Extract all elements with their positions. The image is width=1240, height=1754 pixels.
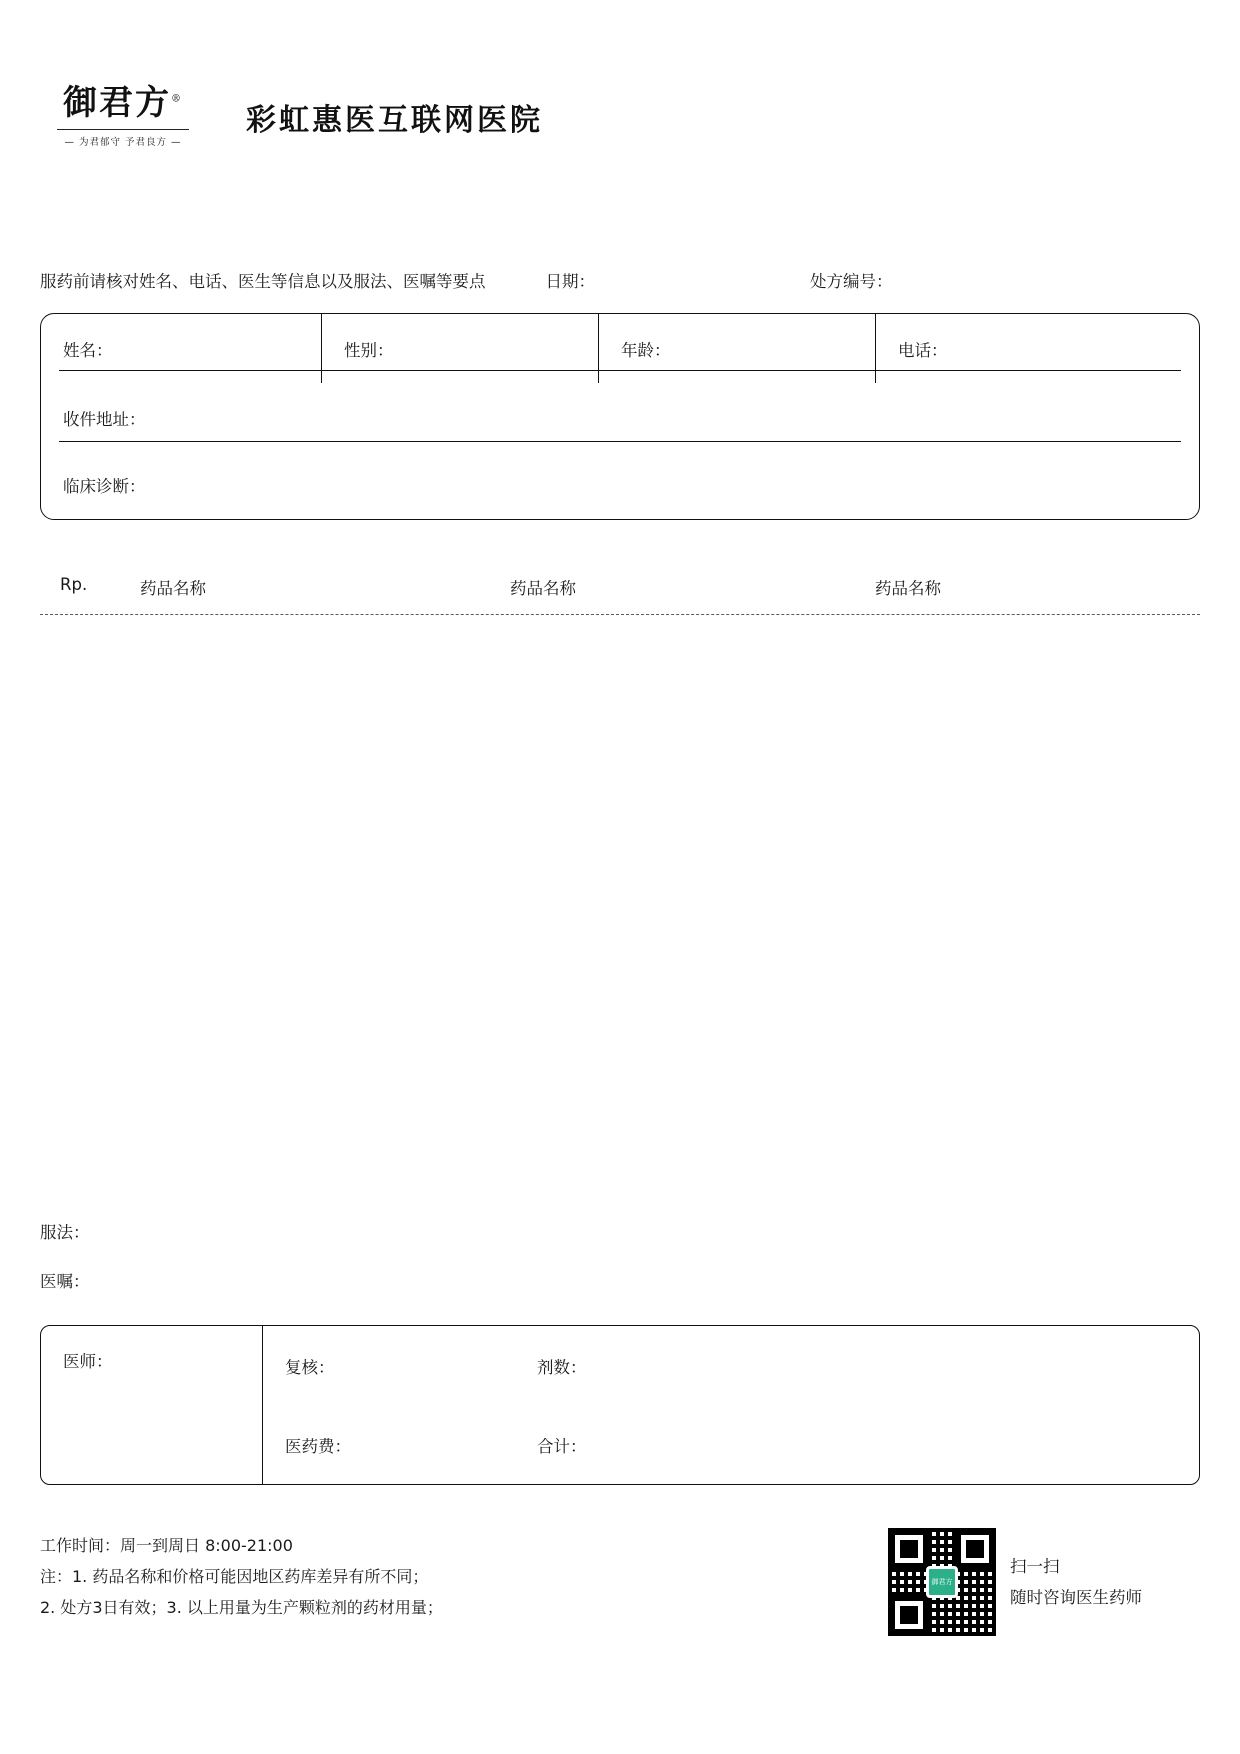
rp-label: Rp. xyxy=(60,575,88,594)
signature-box xyxy=(40,1325,1200,1485)
date-label: 日期： xyxy=(545,272,595,291)
qr-code-icon[interactable] xyxy=(888,1528,996,1636)
notice-text: 服药前请核对姓名、电话、医生等信息以及服法、医嘱等要点 xyxy=(40,272,486,291)
patient-address-label: 收件地址： xyxy=(63,409,146,429)
usage-field[interactable] xyxy=(40,1219,90,1243)
signature-row-bottom xyxy=(263,1405,1199,1484)
prescription-number-label: 处方编号： xyxy=(810,272,893,291)
medicine-fee-field[interactable] xyxy=(263,1433,535,1457)
logo-slogan: — 为君郁守 予君良方 — xyxy=(64,137,182,149)
qr-caption-line-1: 扫一扫 xyxy=(1010,1556,1060,1576)
medicine-fee-label: 医药费： xyxy=(285,1436,351,1456)
clinical-diagnosis-label: 临床诊断： xyxy=(63,477,146,496)
medical-advice-label: 医嘱： xyxy=(40,1272,90,1291)
recheck-label: 复核： xyxy=(285,1357,335,1377)
qr-center-logo: 御君方 xyxy=(926,1566,958,1598)
qr-section xyxy=(888,1528,1142,1636)
patient-name-label: 姓名： xyxy=(63,340,113,360)
dose-count-field[interactable] xyxy=(535,1354,1199,1378)
drug-name-column-2: 药品名称 xyxy=(510,579,576,598)
patient-name-field[interactable] xyxy=(41,314,321,383)
qr-caption-line-2: 随时咨询医生药师 xyxy=(1010,1588,1142,1607)
recheck-field[interactable] xyxy=(263,1354,535,1378)
total-label: 合计： xyxy=(537,1436,587,1456)
rp-divider xyxy=(40,614,1200,615)
note-line-2: 2. 处方3日有效；3. 以上用量为生产颗粒剂的药材用量； xyxy=(40,1598,443,1618)
doctor-field[interactable] xyxy=(41,1326,263,1484)
patient-phone-label: 电话： xyxy=(898,340,948,360)
qr-finder-top-right xyxy=(956,1530,994,1568)
signature-row-top xyxy=(263,1326,1199,1405)
patient-name-underline xyxy=(59,370,321,371)
header xyxy=(52,85,543,148)
dose-count-label: 剂数： xyxy=(537,1357,587,1377)
qr-caption xyxy=(1010,1551,1142,1614)
patient-info-box xyxy=(40,313,1200,520)
patient-age-underline xyxy=(599,370,875,371)
logo-main-label: 御君方 xyxy=(63,83,171,123)
signature-right-panel xyxy=(263,1326,1199,1484)
patient-gender-underline xyxy=(322,370,598,371)
patient-gender-field[interactable] xyxy=(321,314,598,383)
work-time-text: 工作时间：周一到周日 8:00-21:00 xyxy=(40,1536,293,1555)
usage-label: 服法： xyxy=(40,1223,90,1242)
logo-registered-mark: ® xyxy=(171,93,183,105)
note-line-1: 注：1. 药品名称和价格可能因地区药库差异有所不同； xyxy=(40,1567,429,1587)
patient-address-field[interactable] xyxy=(41,383,1199,452)
drug-list-area[interactable] xyxy=(40,625,1200,1210)
doctor-label: 医师： xyxy=(63,1352,113,1371)
footer-notes xyxy=(40,1530,443,1624)
patient-phone-underline xyxy=(876,370,1181,371)
logo-divider xyxy=(57,129,189,130)
patient-row-basic xyxy=(41,314,1199,383)
notice-row xyxy=(40,268,1200,292)
drug-name-column-3: 药品名称 xyxy=(875,579,941,598)
medical-advice-field[interactable] xyxy=(40,1268,90,1292)
drug-name-column-1: 药品名称 xyxy=(140,579,206,598)
patient-gender-label: 性别： xyxy=(344,340,394,360)
clinical-diagnosis-field[interactable] xyxy=(41,452,1199,518)
qr-finder-bottom-left xyxy=(890,1596,928,1634)
patient-phone-field[interactable] xyxy=(875,314,1199,383)
patient-address-underline xyxy=(59,441,1181,442)
patient-age-label: 年龄： xyxy=(621,340,671,360)
patient-age-field[interactable] xyxy=(598,314,875,383)
brand-logo xyxy=(52,85,194,148)
hospital-name: 彩虹惠医互联网医院 xyxy=(246,102,543,138)
logo-main-text xyxy=(63,85,183,122)
total-fee-field[interactable] xyxy=(535,1433,1199,1457)
qr-finder-top-left xyxy=(890,1530,928,1568)
